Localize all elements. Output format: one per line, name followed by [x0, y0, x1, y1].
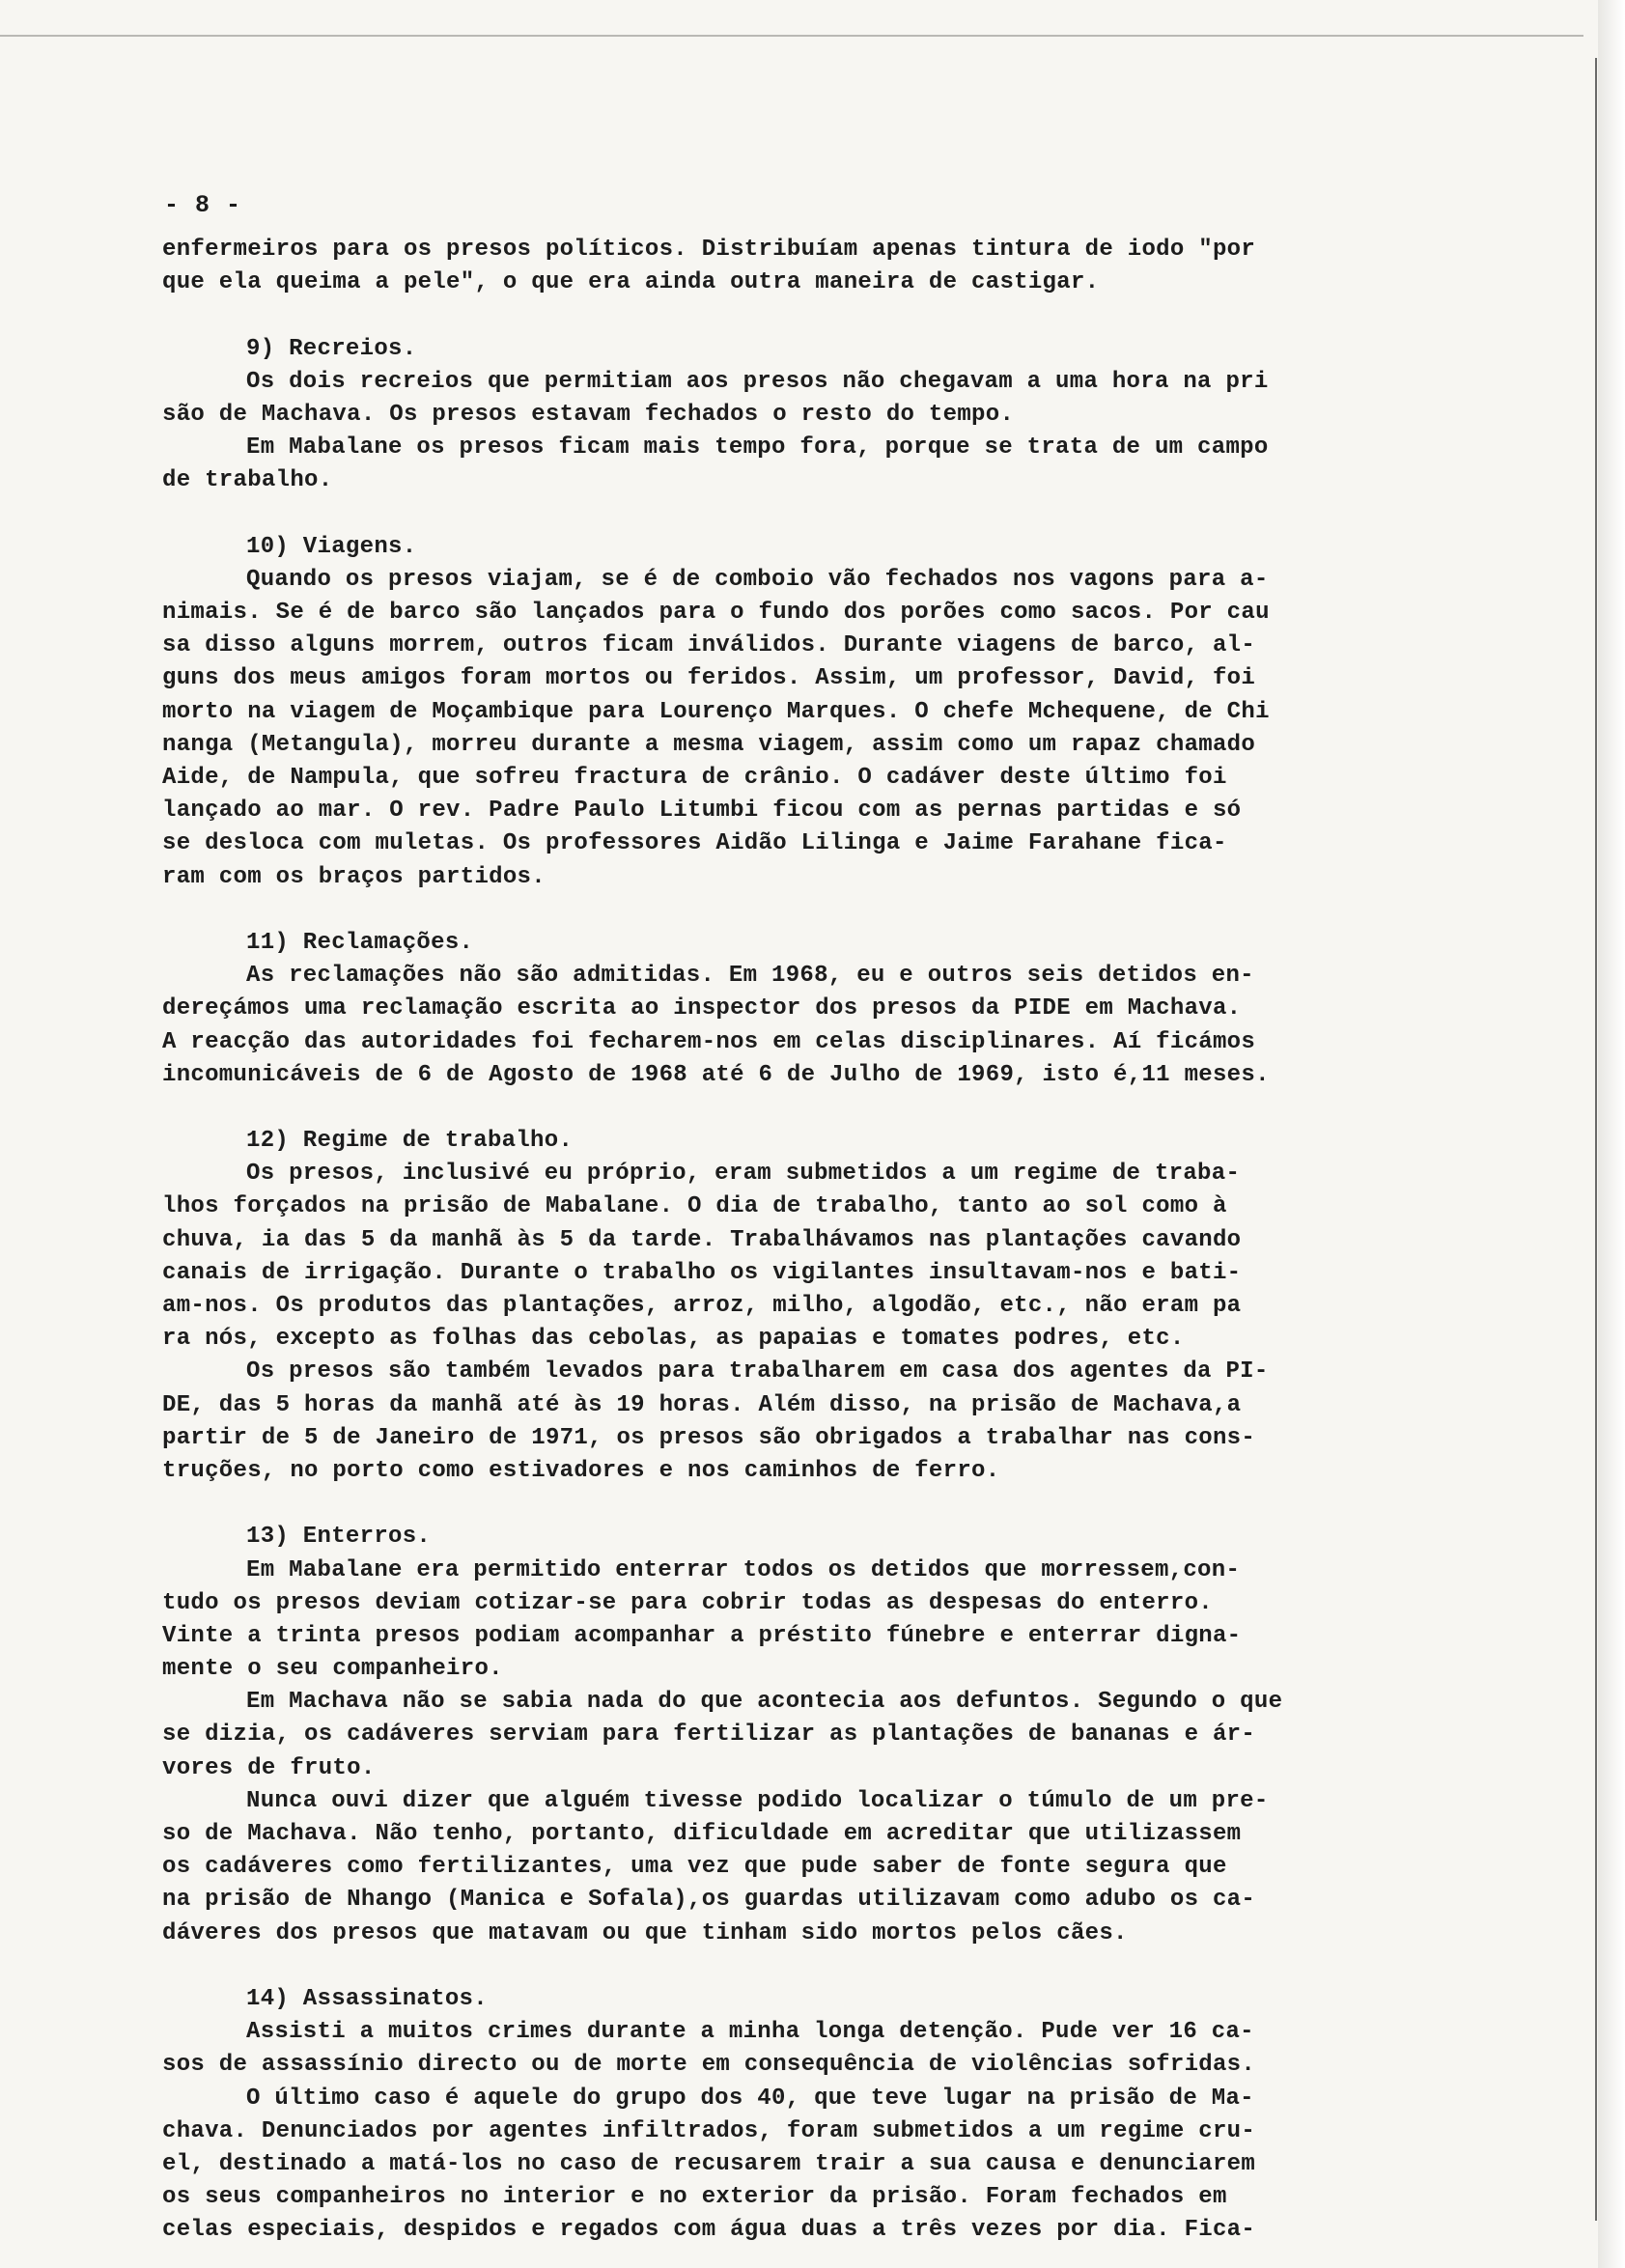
section-heading: 11) Reclamações. — [246, 929, 474, 956]
text-line: Em Mabalane os presos ficam mais tempo fora, porque se trata de um campo — [246, 434, 1269, 462]
text-line: Assisti a muitos crimes durante a minha longa detenção. Pude ver 16 ca- — [246, 2019, 1254, 2046]
top-scan-line — [0, 35, 1583, 37]
section-heading: 12) Regime de trabalho. — [246, 1128, 574, 1155]
text-line: são de Machava. Os presos estavam fechados o resto do tempo. — [162, 401, 1015, 428]
text-line: Os presos são também levados para trabalharem em casa dos agentes da PI- — [246, 1358, 1269, 1386]
text-line: ram com os braços partidos. — [162, 863, 546, 890]
text-line: na prisão de Nhango (Manica e Sofala),os guardas utilizavam como adubo os ca- — [162, 1887, 1256, 1914]
text-line: so de Machava. Não tenho, portanto, dificuldade em acreditar que utilizassem — [162, 1821, 1242, 1847]
text-line: os seus companheiros no interior e no exterior da prisão. Foram fechados em — [162, 2184, 1227, 2211]
text-line: lançado ao mar. O rev. Padre Paulo Litumbi ficou com as pernas partidas e só — [162, 798, 1242, 825]
text-line: partir de 5 de Janeiro de 1971, os presos são obrigados a trabalhar nas cons- — [162, 1424, 1256, 1451]
text-line: Em Mabalane era permitido enterrar todos os detidos que morressem,con- — [246, 1556, 1241, 1583]
text-line: mente o seu companheiro. — [162, 1656, 503, 1683]
text-line: el, destinado a matá-los no caso de recusarem trair a sua causa e denunciarem — [162, 2150, 1256, 2177]
text-line: Aide, de Nampula, que sofreu fractura de crânio. O cadáver deste último foi — [162, 765, 1227, 791]
section-heading: 14) Assassinatos. — [246, 1985, 488, 2012]
text-line: se desloca com muletas. Os professores Aidão Lilinga e Jaime Farahane fica- — [162, 830, 1227, 857]
right-margin-rule — [1595, 58, 1597, 2221]
text-line: morto na viagem de Moçambique para Lourenço Marques. O chefe Mchequene, de Chi — [162, 698, 1270, 725]
text-line: enfermeiros para os presos políticos. Distribuíam apenas tintura de iodo "por — [162, 237, 1256, 263]
text-line: Os dois recreios que permitiam aos presos não chegavam a uma hora na pri — [246, 368, 1269, 395]
text-line: sos de assassínio directo ou de morte em consequência de violências sofridas. — [162, 2052, 1256, 2079]
section-heading: 9) Recreios. — [246, 335, 417, 362]
text-line: truções, no porto como estivadores e nos caminhos de ferro. — [162, 1457, 1000, 1484]
text-line: A reacção das autoridades foi fecharem-nos em celas disciplinares. Aí ficámos — [162, 1028, 1256, 1055]
text-line: Vinte a trinta presos podiam acompanhar a préstito fúnebre e enterrar digna- — [162, 1622, 1242, 1649]
section-heading: 10) Viagens. — [246, 533, 417, 560]
text-line: dereçámos uma reclamação escrita ao inspector dos presos da PIDE em Machava. — [162, 995, 1242, 1022]
section-heading: 13) Enterros. — [246, 1524, 432, 1551]
text-line: As reclamações não são admitidas. Em 1968, eu e outros seis detidos en- — [246, 963, 1254, 990]
text-line: ra nós, excepto as folhas das cebolas, as papaias e tomates podres, etc. — [162, 1326, 1185, 1353]
text-line: os cadáveres como fertilizantes, uma vez que pude saber de fonte segura que — [162, 1854, 1227, 1881]
text-line: chava. Denunciados por agentes infiltrados, foram submetidos a um regime cru- — [162, 2117, 1256, 2144]
text-line: dáveres dos presos que matavam ou que tinham sido mortos pelos cães. — [162, 1919, 1128, 1946]
text-line: de trabalho. — [162, 467, 333, 494]
text-line: chuva, ia das 5 da manhã às 5 da tarde. Trabalhávamos nas plantações cavando — [162, 1226, 1242, 1253]
text-line: lhos forçados na prisão de Mabalane. O dia de trabalho, tanto ao sol como à — [162, 1193, 1227, 1220]
text-line: am-nos. Os produtos das plantações, arroz, milho, algodão, etc., não eram pa — [162, 1293, 1242, 1319]
text-line: sa disso alguns morrem, outros ficam inválidos. Durante viagens de barco, al- — [162, 632, 1256, 659]
typed-body-text — [162, 234, 1553, 2247]
text-line: guns dos meus amigos foram mortos ou feridos. Assim, um professor, David, foi — [162, 665, 1256, 692]
text-line: nimais. Se é de barco são lançados para o fundo dos porões como sacos. Por cau — [162, 600, 1270, 627]
text-line: canais de irrigação. Durante o trabalho os vigilantes insultavam-nos e bati- — [162, 1259, 1242, 1286]
text-line: nanga (Metangula), morreu durante a mesma viagem, assim como um rapaz chamado — [162, 731, 1256, 758]
text-line: vores de fruto. — [162, 1754, 376, 1781]
text-line: que ela queima a pele", o que era ainda outra maneira de castigar. — [162, 269, 1100, 296]
text-line: tudo os presos deviam cotizar-se para cobrir todas as despesas do enterro. — [162, 1589, 1213, 1616]
text-line: O último caso é aquele do grupo dos 40, que teve lugar na prisão de Ma- — [246, 2085, 1254, 2112]
text-line: celas especiais, despidos e regados com água duas a três vezes por dia. Fica- — [162, 2217, 1256, 2244]
text-line: Os presos, inclusivé eu próprio, eram submetidos a um regime de traba- — [246, 1161, 1241, 1188]
text-line: Nunca ouvi dizer que alguém tivesse podido localizar o túmulo de um pre- — [246, 1787, 1269, 1814]
page-number: - 8 - — [164, 191, 242, 219]
page-edge — [1598, 0, 1625, 2268]
text-line: Quando os presos viajam, se é de comboio vão fechados nos vagons para a- — [246, 566, 1269, 593]
text-line: DE, das 5 horas da manhã até às 19 horas. Além disso, na prisão de Machava,a — [162, 1391, 1242, 1418]
text-line: incomunicáveis de 6 de Agosto de 1968 até 6 de Julho de 1969, isto é,11 meses. — [162, 1061, 1270, 1088]
text-line: se dizia, os cadáveres serviam para fertilizar as plantações de bananas e ár- — [162, 1722, 1256, 1749]
text-line: Em Machava não se sabia nada do que acontecia aos defuntos. Segundo o que — [246, 1689, 1283, 1716]
